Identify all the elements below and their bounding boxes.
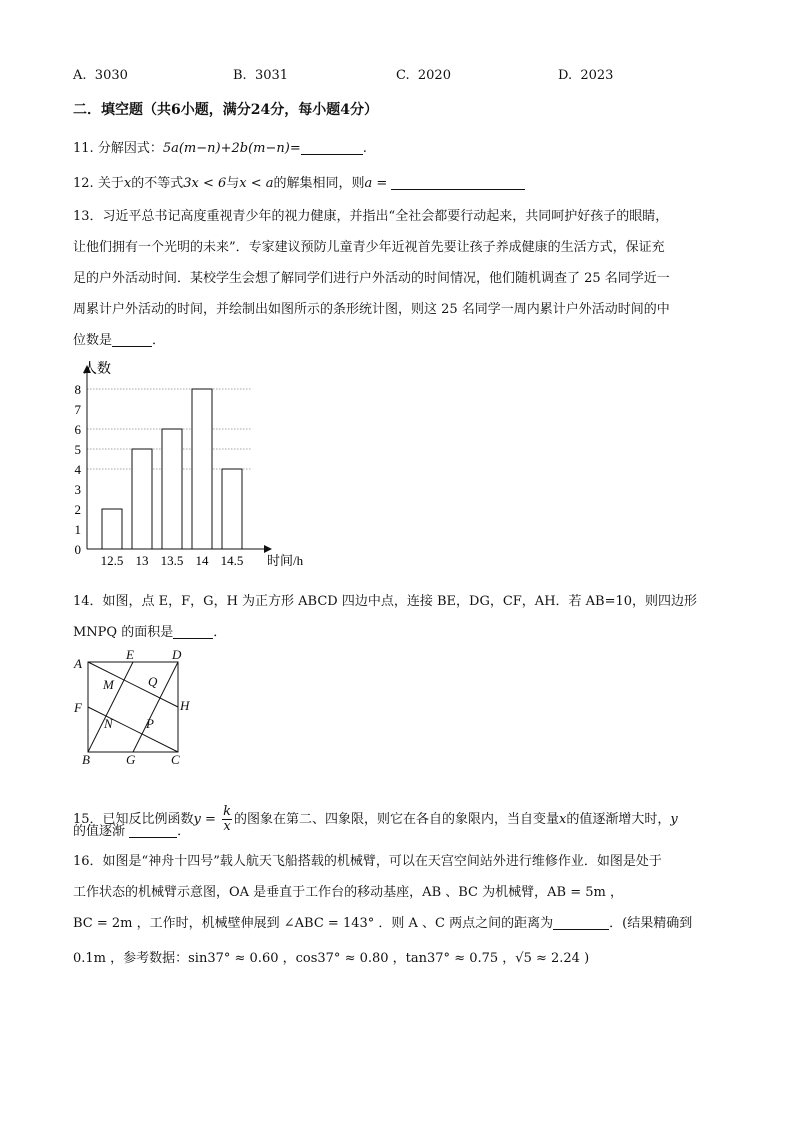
label-p: P <box>146 716 154 731</box>
y-tick-label: 6 <box>74 422 81 437</box>
chart-xticks <box>101 553 244 568</box>
q15-line-2-text: 的值逐渐 <box>73 824 126 839</box>
label-h: H <box>180 698 190 713</box>
q15-text-3: 的值逐渐增大时， <box>566 812 671 827</box>
q13-line-1: 13．习近平总书记高度重视青少年的视力健康，并指出“全社会都要行动起来，共同呵护好孩子的眼睛， <box>73 209 669 224</box>
label-m: M <box>103 677 114 692</box>
q14-line-2 <box>73 621 226 640</box>
x-axis-label: 时间/h <box>267 553 304 568</box>
q12-text-3: 与 <box>226 176 240 191</box>
q11-answer-blank <box>301 140 363 155</box>
square-abcd <box>88 662 178 752</box>
q16-line-1: 16．如图是“神舟十四号”载人航天飞船搭载的机械臂，可以在天宫空间站外进行维修作业．如图是处于 <box>73 854 662 869</box>
q15-text-1: 15．已知反比例函数 <box>73 812 194 827</box>
y-tick-label: 2 <box>74 502 81 517</box>
y-tick-label: 1 <box>74 522 81 537</box>
segment-cf <box>88 707 178 752</box>
q15-var-y: y <box>670 812 678 827</box>
x-tick-label: 12.5 <box>100 553 124 568</box>
q15-line-2 <box>73 820 190 839</box>
q16-line-3-text: BC = 2m ，工作时，机械壁伸展到 ∠ABC = 143° ．则 A 、C 两点之间的距离为 <box>73 916 554 931</box>
q16-line-2: 工作状态的机械臂示意图，OA 是垂直于工作台的移动基座，AB 、BC 为机械臂，AB = 5m ， <box>73 885 623 900</box>
option-c-value: 2020 <box>417 68 451 83</box>
label-b: B <box>82 752 90 767</box>
q12-expr-1: 3x < 6 <box>183 176 227 191</box>
q11-end: . <box>362 141 367 156</box>
bar-chart <box>62 355 312 575</box>
y-tick-label: 0 <box>74 542 81 557</box>
option-d-label: D. <box>558 68 573 83</box>
square-figure <box>70 648 200 768</box>
bar-14 <box>192 389 212 549</box>
x-tick-label: 14.5 <box>220 553 244 568</box>
q13-last-text: 位数是 <box>73 333 113 348</box>
q16-line-3-end: ．(结果精确到 <box>609 916 693 931</box>
q13-line-4: 周累计户外活动的时间，并绘制出如图所示的条形统计图，则这 25 名同学一周内累计户外活动时间的中 <box>73 302 670 317</box>
q12-number: 12. <box>73 176 94 191</box>
x-axis-arrow <box>264 545 272 553</box>
bar-13.5 <box>162 429 182 549</box>
q15-denominator: x <box>223 819 231 834</box>
option-d-value: 2023 <box>580 68 614 83</box>
q12-answer-blank <box>391 175 525 190</box>
option-a-value: 3030 <box>94 68 128 83</box>
q13-line-3: 足的户外活动时间．某校学生会想了解同学们进行户外活动的时间情况，他们随机调查了 25 名同学近一 <box>73 271 670 286</box>
q14-end: ． <box>213 625 227 640</box>
q12-text-4: 的解集相同，则 <box>273 176 365 191</box>
question-11 <box>73 137 367 156</box>
bar-12.5 <box>102 509 122 549</box>
question-12 <box>73 172 525 191</box>
q15-text-2: 的图象在第二、四象限，则它在各自的象限内，当自变量 <box>233 812 559 827</box>
q16-answer-blank <box>553 915 609 930</box>
option-b-label: B. <box>233 68 247 83</box>
y-tick-label: 4 <box>74 462 81 477</box>
q14-answer-blank <box>173 624 213 639</box>
option-d <box>558 68 613 83</box>
q15-var-x: x <box>558 812 567 827</box>
q13-line-2: 让他们拥有一个光明的未来”．专家建议预防儿童青少年近视首先要让孩子养成健康的生活方式，保证充 <box>73 240 665 255</box>
y-tick-label: 7 <box>74 402 81 417</box>
bar-14.5 <box>222 469 242 549</box>
q15-answer-blank <box>129 823 177 838</box>
option-a <box>73 68 128 83</box>
option-c-label: C. <box>396 68 410 83</box>
q15-numerator: k <box>223 804 231 819</box>
y-axis-label: 人数 <box>83 362 111 377</box>
chart-yticks <box>75 382 82 557</box>
x-tick-label: 13.5 <box>160 553 184 568</box>
q12-text-1: 关于 <box>97 176 124 191</box>
y-tick-label: 3 <box>74 482 81 497</box>
label-a: A <box>74 656 82 671</box>
q13-answer-blank <box>112 332 152 347</box>
q12-var-x: x <box>123 176 132 191</box>
option-b-value: 3031 <box>254 68 289 83</box>
q12-expr-3: a = <box>364 176 388 191</box>
q11-number: 11. <box>73 141 94 156</box>
x-tick-label: 14 <box>195 553 209 568</box>
segment-be <box>88 662 133 752</box>
q15-fraction <box>222 805 232 834</box>
label-d: D <box>172 648 182 662</box>
x-tick-label: 13 <box>135 553 149 568</box>
q11-text: 分解因式： <box>97 141 163 156</box>
label-e: E <box>126 648 134 662</box>
section-title: 二．填空题（共6小题，满分24分，每小题4分） <box>73 102 378 118</box>
label-g: G <box>126 752 136 767</box>
q13-end: ． <box>152 333 166 348</box>
q15-y-equals: y = <box>193 812 216 827</box>
option-a-label: A. <box>73 68 87 83</box>
y-tick-label: 5 <box>74 442 81 457</box>
label-n: N <box>104 716 113 731</box>
q14-line-2-text: MNPQ 的面积是 <box>73 625 174 640</box>
q12-expr-2: x < a <box>239 176 274 191</box>
q15-end: ． <box>177 824 191 839</box>
segment-ah <box>88 662 178 707</box>
option-c <box>396 68 451 83</box>
y-tick-label: 8 <box>74 382 81 397</box>
bar-13 <box>132 449 152 549</box>
label-c: C <box>171 752 180 767</box>
option-b <box>233 68 288 83</box>
q14-line-1: 14．如图，点 E，F，G，H 为正方形 ABCD 四边中点，连接 BE，DG，CF，AH．若 AB=10，则四边形 <box>73 594 698 609</box>
label-f: F <box>74 700 82 715</box>
q16-line-3 <box>73 912 692 931</box>
q11-expression: 5a(m−n)+2b(m−n)= <box>162 141 301 156</box>
q16-line-4: 0.1m ，参考数据：sin37° ≈ 0.60 ，cos37° ≈ 0.80 ，tan37° ≈ 0.75 ，√5 ≈ 2.24 ) <box>73 951 590 966</box>
q13-line-5 <box>73 329 165 348</box>
q12-text-2: 的不等式 <box>131 176 184 191</box>
label-q: Q <box>148 674 158 689</box>
